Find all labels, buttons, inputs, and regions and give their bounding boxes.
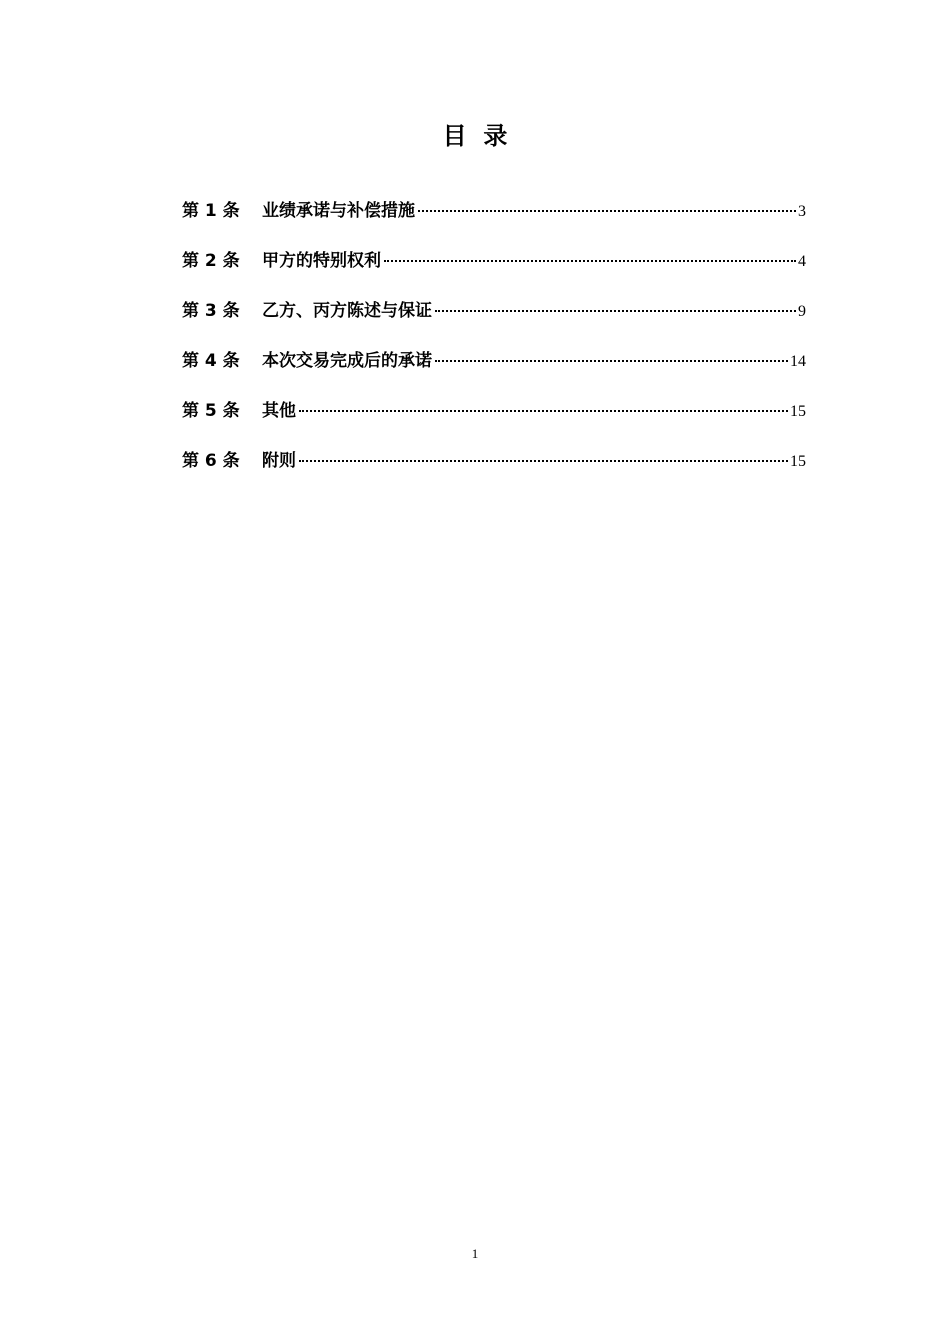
toc-entry-text: 业绩承诺与补偿措施 bbox=[262, 201, 415, 221]
toc-entry-number: 第 2 条 bbox=[182, 251, 240, 271]
toc-entry[interactable] bbox=[182, 446, 806, 496]
toc-leader-dots bbox=[435, 360, 788, 362]
toc-entry-text: 乙方、丙方陈述与保证 bbox=[262, 301, 432, 321]
toc-leader-dots bbox=[299, 460, 788, 462]
toc-entry-text: 其他 bbox=[262, 401, 296, 421]
toc-entry-number: 第 3 条 bbox=[182, 301, 240, 321]
toc-entry-text: 本次交易完成后的承诺 bbox=[262, 351, 432, 371]
toc-entry[interactable] bbox=[182, 346, 806, 396]
toc-entry-page: 14 bbox=[790, 353, 806, 370]
page-number: 1 bbox=[471, 1246, 479, 1261]
toc-leader-dots bbox=[299, 410, 788, 412]
toc-entry[interactable] bbox=[182, 196, 806, 246]
toc-entry-text: 甲方的特别权利 bbox=[262, 251, 381, 271]
toc-entry[interactable] bbox=[182, 396, 806, 446]
toc-list bbox=[182, 196, 806, 496]
toc-title: 目 录 bbox=[442, 122, 508, 150]
toc-entry-text: 附则 bbox=[262, 451, 296, 471]
toc-entry[interactable] bbox=[182, 296, 806, 346]
toc-leader-dots bbox=[418, 210, 796, 212]
toc-entry-number: 第 1 条 bbox=[182, 201, 240, 221]
toc-entry-page: 15 bbox=[790, 403, 806, 420]
toc-entry-page: 15 bbox=[790, 453, 806, 470]
toc-entry-number: 第 5 条 bbox=[182, 401, 240, 421]
toc-entry-page: 4 bbox=[798, 253, 806, 270]
toc-leader-dots bbox=[384, 260, 796, 262]
toc-entry-page: 3 bbox=[798, 203, 806, 220]
toc-entry-number: 第 4 条 bbox=[182, 351, 240, 371]
toc-entry-page: 9 bbox=[798, 303, 806, 320]
toc-leader-dots bbox=[435, 310, 796, 312]
toc-entry-number: 第 6 条 bbox=[182, 451, 240, 471]
toc-entry[interactable] bbox=[182, 246, 806, 296]
